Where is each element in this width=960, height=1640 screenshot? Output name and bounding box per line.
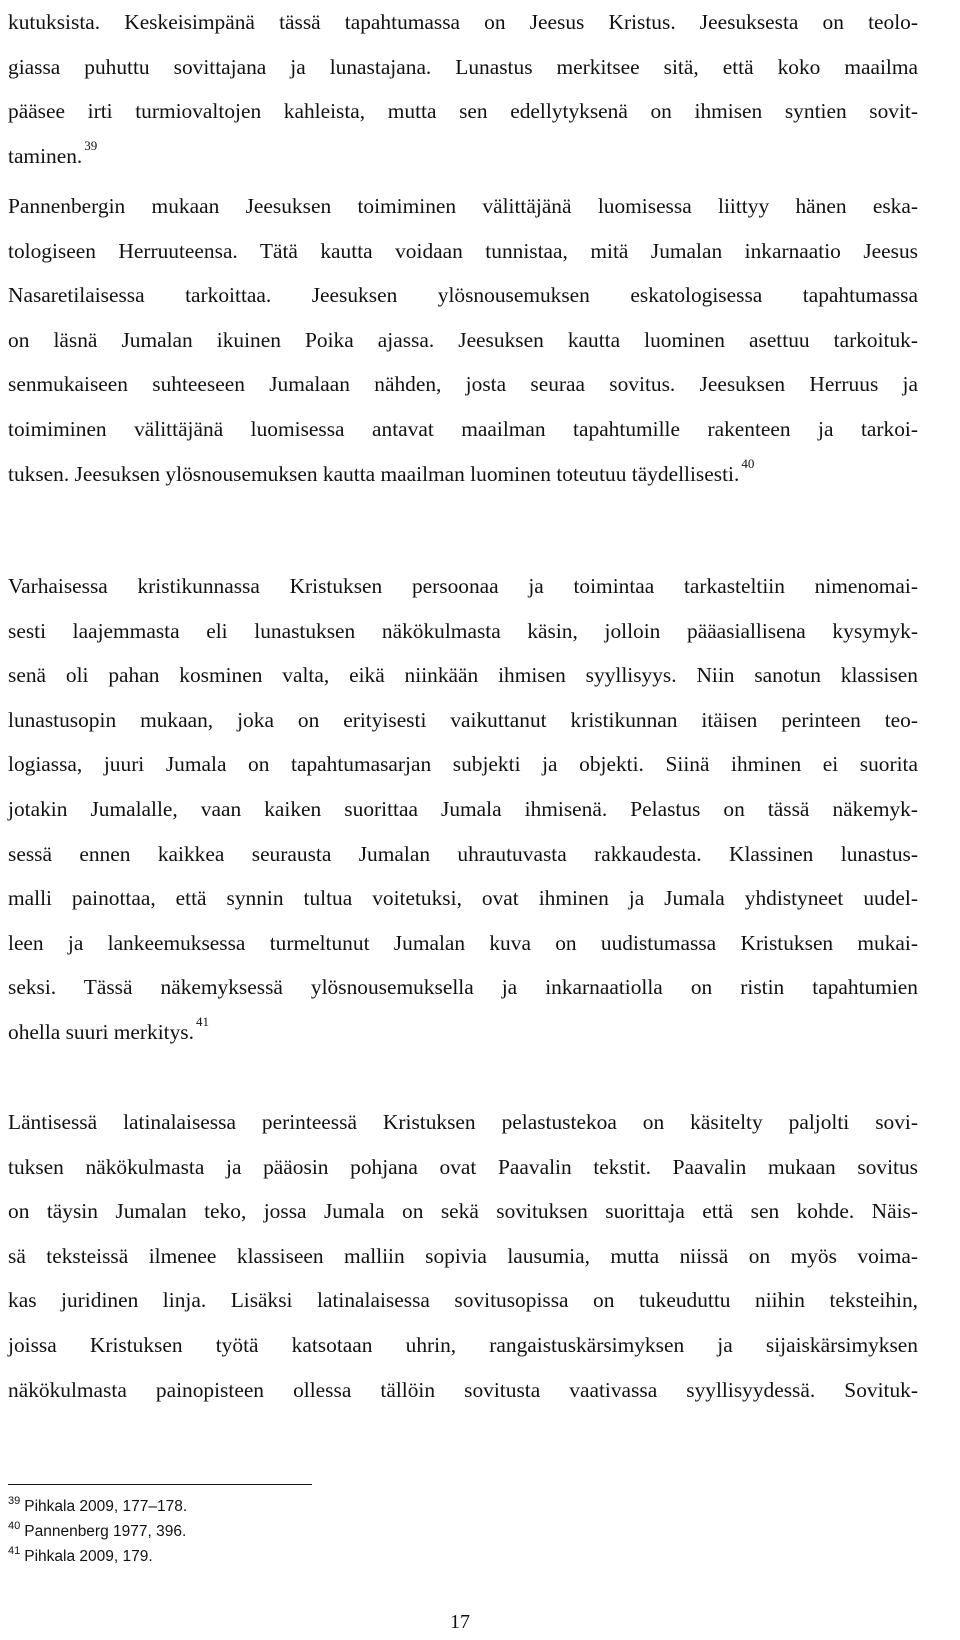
text-line: tologiseen Herruuteensa. Tätä kautta voidaan tunnistaa, mitä Jumalan inkarnaatio Jeesus: [8, 238, 918, 263]
text-line: kas juridinen linja. Lisäksi latinalaisessa sovitusopissa on tukeuduttu niihin teksteihin,: [8, 1288, 918, 1313]
text-line: lunastusopin mukaan, joka on erityisesti vaikuttanut kristikunnan itäisen perinteen teo-: [8, 707, 918, 732]
footnote-41: [8, 1544, 608, 1569]
text-line: leen ja lankeemuksessa turmeltunut Jumalan kuva on uudistumassa Kristuksen mukai-: [8, 930, 918, 955]
text-line: Pannenbergin mukaan Jeesuksen toimiminen välittäjänä luomisessa liittyy hänen eska-: [8, 194, 918, 218]
footnote-text: Pihkala 2009, 179.: [24, 1548, 153, 1565]
paragraph-4: [8, 1100, 918, 1412]
line-text: taminen.: [8, 143, 83, 168]
footnote-ref-39[interactable]: 39: [84, 137, 98, 153]
text-line: senmukaiseen suhteeseen Jumalaan nähden, josta seuraa sovitus. Jeesuksen Herruus ja: [8, 372, 918, 397]
text-line: on täysin Jumalan teko, jossa Jumala on sekä sovituksen suorittaja että sen kohde. Näis-: [8, 1199, 918, 1224]
page-number: 17: [450, 1611, 470, 1633]
text-line: toimiminen välittäjänä luomisessa antavat maailman tapahtumille rakenteen ja tarkoi-: [8, 416, 918, 441]
text-line: on läsnä Jumalan ikuinen Poika ajassa. Jeesuksen kautta luominen asettuu tarkoituk-: [8, 327, 918, 352]
footnote-text: Pannenberg 1977, 396.: [24, 1523, 187, 1540]
text-line: [8, 452, 918, 497]
line-text: ohella suuri merkitys.: [8, 1019, 194, 1044]
footnotes: [8, 1494, 608, 1569]
text-line: [8, 134, 918, 179]
footnote-number: 39: [8, 1495, 21, 1507]
line-text: tuksen. Jeesuksen ylösnousemuksen kautta maailman luominen toteutuu täydellisesti.: [8, 461, 740, 486]
text-line: Varhaisessa kristikunnassa Kristuksen persoonaa ja toimintaa tarkasteltiin nimenomai-: [8, 574, 918, 598]
text-line: kutuksista. Keskeisimpänä tässä tapahtumassa on Jeesus Kristus. Jeesuksesta on teolo-: [8, 10, 918, 34]
paragraph-3: [8, 564, 918, 1055]
text-line: malli painottaa, että synnin tultua voitetuksi, ovat ihminen ja Jumala yhdistyneet uudel-: [8, 886, 918, 911]
text-line: seksi. Tässä näkemyksessä ylösnousemuksella ja inkarnaatiolla on ristin tapahtumien: [8, 975, 918, 1000]
footnote-number: 40: [8, 1520, 21, 1532]
footnote-39: [8, 1494, 608, 1519]
footnote-separator: [8, 1484, 312, 1485]
text-line: logiassa, juuri Jumala on tapahtumasarjan subjekti ja objekti. Siinä ihminen ei suorita: [8, 752, 918, 777]
text-line: joissa Kristuksen työtä katsotaan uhrin, rangaistuskärsimyksen ja sijaiskärsimyksen: [8, 1332, 918, 1357]
text-line: sessä ennen kaikkea seurausta Jumalan uhrautuvasta rakkaudesta. Klassinen lunastus-: [8, 841, 918, 866]
footnote-ref-40[interactable]: 40: [741, 455, 755, 471]
footnote-ref-41[interactable]: 41: [195, 1013, 209, 1029]
paragraph-1: [8, 0, 918, 178]
text-line: sesti laajemmasta eli lunastuksen näkökulmasta käsin, jolloin pääasiallisena kysymyk-: [8, 618, 918, 643]
footnote-number: 41: [8, 1545, 21, 1557]
text-line: senä oli pahan kosminen valta, eikä niinkään ihmisen syyllisyys. Niin sanotun klassisen: [8, 663, 918, 688]
text-line: giassa puhuttu sovittajana ja lunastajana. Lunastus merkitsee sitä, että koko maailma: [8, 54, 918, 79]
text-line: jotakin Jumalalle, vaan kaiken suorittaa Jumala ihmisenä. Pelastus on tässä näkemyk-: [8, 796, 918, 821]
text-line: sä teksteissä ilmenee klassiseen malliin sopivia lausumia, mutta niissä on myös voima-: [8, 1243, 918, 1268]
footnote-text: Pihkala 2009, 177–178.: [24, 1498, 188, 1515]
text-line: näkökulmasta painopisteen ollessa tällöin sovitusta vaativassa syyllisyydessä. Sovituk-: [8, 1377, 918, 1402]
footnote-40: [8, 1519, 608, 1544]
text-line: Nasaretilaisessa tarkoittaa. Jeesuksen ylösnousemuksen eskatologisessa tapahtumassa: [8, 283, 918, 308]
paragraph-2: [8, 184, 918, 496]
text-line: pääsee irti turmiovaltojen kahleista, mutta sen edellytyksenä on ihmisen syntien sovit-: [8, 99, 918, 124]
text-line: Läntisessä latinalaisessa perinteessä Kristuksen pelastustekoa on käsitelty paljolti sovi-: [8, 1110, 918, 1134]
text-line: tuksen näkökulmasta ja pääosin pohjana ovat Paavalin tekstit. Paavalin mukaan sovitus: [8, 1154, 918, 1179]
text-line: [8, 1010, 918, 1055]
